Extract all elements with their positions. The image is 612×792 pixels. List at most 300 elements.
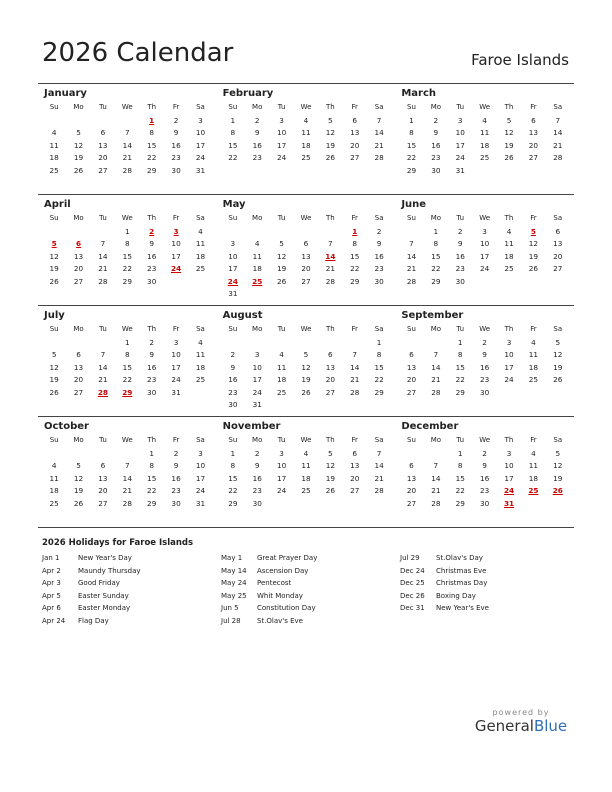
day-number: 16 — [147, 362, 157, 372]
day-cell — [294, 127, 318, 139]
day-number: 28 — [325, 276, 335, 286]
empty-cell — [221, 337, 245, 349]
holiday-name: Flag Day — [78, 616, 109, 625]
day-number: 7 — [376, 449, 382, 458]
empty-cell — [66, 337, 90, 349]
day-number: 10 — [276, 461, 287, 471]
day-cell — [294, 362, 318, 374]
day-cell — [42, 152, 66, 164]
month-name: May — [222, 199, 246, 210]
day-number: 18 — [479, 140, 490, 150]
holiday-item — [42, 602, 212, 615]
day-number: 26 — [49, 276, 59, 286]
day-cell — [115, 473, 139, 485]
day-cell — [472, 374, 496, 386]
empty-cell — [42, 115, 66, 127]
day-cell — [399, 374, 423, 386]
empty-cell — [115, 115, 139, 127]
day-cell — [399, 140, 423, 152]
day-cell — [221, 460, 245, 472]
day-number: 26 — [73, 165, 84, 175]
day-cell — [472, 337, 496, 349]
day-number: 17 — [252, 375, 262, 385]
day-number: 9 — [173, 128, 179, 138]
day-number: 27 — [553, 264, 563, 274]
day-number: 19 — [49, 375, 59, 385]
empty-cell — [269, 337, 293, 349]
weekday-header: Mo — [430, 436, 442, 444]
day-number: 28 — [431, 387, 441, 397]
day-cell — [221, 288, 245, 300]
day-number: 28 — [97, 387, 109, 397]
day-cell — [140, 362, 164, 374]
day-cell — [343, 448, 367, 460]
holiday-day-cell — [497, 498, 521, 510]
weekday-header: Tu — [99, 103, 107, 111]
day-cell — [140, 448, 164, 460]
weekday-header: Tu — [456, 214, 465, 222]
day-cell — [140, 152, 164, 164]
day-cell — [91, 140, 115, 152]
day-cell — [399, 387, 423, 399]
day-cell — [399, 238, 423, 250]
day-cell — [424, 362, 448, 374]
day-cell — [399, 473, 423, 485]
day-cell — [497, 362, 521, 374]
day-number: 11 — [252, 251, 262, 261]
holiday-day-cell — [497, 485, 521, 497]
day-number: 26 — [325, 486, 335, 496]
day-number: 28 — [122, 498, 132, 508]
day-number: 11 — [504, 239, 514, 249]
weekday-header: Sa — [374, 436, 384, 444]
day-number: 8 — [149, 128, 155, 138]
day-cell — [424, 263, 448, 275]
day-cell — [91, 127, 115, 139]
day-cell — [269, 140, 293, 152]
day-number: 22 — [228, 486, 238, 496]
month-name: December — [401, 421, 459, 432]
day-grid — [221, 434, 392, 510]
day-number: 29 — [228, 498, 238, 508]
weekday-header: Tu — [99, 436, 107, 444]
month-block — [395, 84, 574, 194]
day-number: 21 — [374, 473, 384, 483]
day-cell — [42, 165, 66, 177]
day-number: 16 — [252, 140, 262, 150]
day-cell — [188, 140, 212, 152]
day-number: 9 — [149, 239, 155, 249]
day-cell — [115, 165, 139, 177]
day-cell — [66, 349, 90, 361]
day-number: 25 — [301, 153, 311, 163]
day-number: 3 — [173, 338, 179, 347]
day-number: 26 — [553, 375, 563, 385]
day-number: 8 — [124, 350, 130, 360]
day-number: 24 — [252, 387, 262, 397]
day-cell — [221, 498, 245, 510]
day-cell — [448, 498, 472, 510]
day-cell — [472, 263, 496, 275]
day-number: 30 — [252, 498, 262, 508]
day-cell — [140, 473, 164, 485]
day-cell — [521, 152, 545, 164]
day-number: 7 — [433, 350, 439, 360]
day-number: 9 — [433, 128, 439, 138]
weekday-header: Tu — [456, 325, 465, 333]
day-number: 26 — [325, 153, 335, 163]
day-cell — [164, 238, 188, 250]
day-number: 1 — [376, 338, 382, 347]
day-cell — [546, 263, 570, 275]
weekday-header: Tu — [277, 325, 286, 333]
day-cell — [343, 276, 367, 288]
day-number: 10 — [455, 128, 465, 138]
holiday-item — [42, 590, 212, 603]
day-number: 7 — [409, 239, 414, 249]
day-cell — [221, 399, 245, 411]
day-cell — [472, 140, 496, 152]
day-cell — [42, 362, 66, 374]
day-number: 18 — [276, 375, 287, 385]
day-number: 6 — [100, 128, 106, 138]
day-number: 4 — [279, 350, 284, 360]
day-number: 4 — [506, 227, 512, 236]
day-number: 29 — [455, 387, 465, 397]
weekday-header: Sa — [196, 325, 205, 333]
day-cell — [448, 263, 472, 275]
day-number: 28 — [553, 153, 563, 163]
day-number: 12 — [325, 461, 335, 471]
day-cell — [497, 115, 521, 127]
day-cell — [269, 238, 293, 250]
day-number: 17 — [504, 473, 514, 483]
day-number: 19 — [301, 375, 311, 385]
day-number: 4 — [51, 461, 57, 471]
day-number: 18 — [301, 473, 311, 483]
holiday-day-cell — [521, 485, 545, 497]
day-cell — [188, 263, 212, 275]
holiday-name: Easter Sunday — [78, 591, 129, 600]
day-cell — [294, 485, 318, 497]
day-number: 9 — [482, 350, 487, 360]
day-number: 4 — [482, 116, 487, 125]
day-number: 16 — [147, 251, 157, 261]
day-number: 7 — [100, 350, 106, 360]
day-cell — [221, 140, 245, 152]
day-cell — [472, 498, 496, 510]
weekday-header: Su — [407, 325, 416, 333]
day-number: 23 — [252, 153, 262, 163]
day-cell — [91, 349, 115, 361]
month-name: June — [401, 199, 427, 210]
day-number: 8 — [230, 128, 236, 138]
day-number: 3 — [230, 239, 236, 249]
day-number: 2 — [254, 116, 260, 125]
weekday-header: Fr — [351, 325, 358, 333]
weekday-header: Sa — [553, 214, 563, 222]
day-number: 21 — [122, 153, 132, 163]
day-number: 10 — [228, 251, 238, 261]
day-cell — [367, 263, 391, 275]
day-cell — [521, 473, 545, 485]
weekday-header: Su — [228, 214, 238, 222]
day-number: 23 — [228, 387, 238, 397]
day-number: 24 — [479, 264, 490, 274]
day-cell — [66, 498, 90, 510]
day-cell — [343, 387, 367, 399]
day-cell — [424, 238, 448, 250]
day-cell — [164, 362, 188, 374]
day-number: 14 — [374, 461, 384, 471]
day-number: 20 — [406, 375, 417, 385]
day-cell — [221, 152, 245, 164]
month-name: July — [44, 310, 65, 321]
day-cell — [399, 127, 423, 139]
weekday-header: Su — [228, 436, 238, 444]
weekday-header: We — [479, 103, 491, 111]
day-number: 30 — [374, 276, 384, 286]
day-number: 28 — [374, 153, 384, 163]
day-number: 13 — [325, 362, 335, 372]
weekday-header: Mo — [430, 214, 442, 222]
day-number: 10 — [195, 461, 206, 471]
day-cell — [115, 485, 139, 497]
day-number: 2 — [482, 338, 487, 347]
day-cell — [188, 165, 212, 177]
day-cell — [42, 498, 66, 510]
day-cell — [221, 263, 245, 275]
holiday-name: Boxing Day — [436, 591, 476, 600]
day-cell — [115, 226, 139, 238]
day-number: 30 — [479, 498, 490, 508]
day-number: 10 — [171, 350, 181, 360]
weekday-header: We — [479, 436, 491, 444]
day-cell — [546, 374, 570, 386]
day-grid — [42, 323, 213, 399]
holiday-date: May 25 — [221, 591, 247, 600]
day-number: 5 — [328, 116, 333, 125]
weekday-header: We — [300, 436, 312, 444]
empty-cell — [66, 115, 90, 127]
holiday-day-cell — [245, 276, 269, 288]
day-cell — [188, 226, 212, 238]
day-cell — [472, 152, 496, 164]
day-number: 11 — [195, 350, 206, 360]
day-cell — [294, 238, 318, 250]
day-number: 3 — [279, 449, 284, 458]
weekday-header: Sa — [374, 214, 384, 222]
day-number: 5 — [51, 239, 57, 249]
day-cell — [188, 127, 212, 139]
month-block — [38, 84, 217, 194]
day-cell — [221, 127, 245, 139]
day-number: 22 — [455, 375, 465, 385]
day-cell — [294, 387, 318, 399]
day-number: 13 — [406, 473, 417, 483]
empty-cell — [294, 226, 318, 238]
day-number: 29 — [122, 276, 132, 286]
empty-cell — [424, 337, 448, 349]
day-cell — [164, 460, 188, 472]
day-number: 10 — [171, 239, 181, 249]
day-cell — [66, 165, 90, 177]
day-cell — [367, 152, 391, 164]
day-number: 18 — [252, 264, 262, 274]
day-cell — [66, 276, 90, 288]
holiday-name: Good Friday — [78, 579, 120, 588]
day-cell — [546, 473, 570, 485]
day-number: 1 — [230, 449, 236, 458]
day-cell — [399, 460, 423, 472]
day-number: 27 — [98, 498, 108, 508]
holiday-date: May 24 — [221, 579, 247, 588]
day-cell — [42, 127, 66, 139]
day-cell — [221, 115, 245, 127]
day-cell — [42, 460, 66, 472]
day-number: 12 — [49, 362, 59, 372]
day-number: 21 — [406, 264, 417, 274]
day-number: 12 — [276, 251, 287, 261]
day-number: 3 — [198, 116, 203, 125]
day-number: 13 — [73, 251, 84, 261]
day-cell — [343, 362, 367, 374]
holiday-day-cell — [343, 226, 367, 238]
day-number: 14 — [431, 362, 441, 372]
day-cell — [66, 485, 90, 497]
day-number: 19 — [553, 362, 563, 372]
weekday-header: Fr — [172, 436, 180, 444]
day-number: 24 — [276, 486, 287, 496]
day-number: 30 — [147, 387, 157, 397]
weekday-header: Fr — [530, 103, 537, 111]
weekday-header: Tu — [99, 214, 107, 222]
day-number: 29 — [374, 387, 384, 397]
day-number: 28 — [406, 276, 417, 286]
day-cell — [318, 349, 342, 361]
day-number: 25 — [49, 165, 59, 175]
day-cell — [140, 127, 164, 139]
weekday-header: Th — [326, 103, 335, 111]
weekday-header: Mo — [430, 325, 442, 333]
day-number: 30 — [455, 276, 465, 286]
day-cell — [546, 226, 570, 238]
holiday-name: Ascension Day — [257, 566, 309, 575]
day-cell — [294, 263, 318, 275]
day-number: 19 — [528, 251, 539, 261]
day-cell — [472, 349, 496, 361]
day-cell — [318, 362, 342, 374]
day-number: 7 — [555, 116, 561, 125]
day-cell — [521, 460, 545, 472]
day-cell — [343, 263, 367, 275]
day-number: 9 — [173, 461, 179, 471]
day-cell — [497, 226, 521, 238]
empty-cell — [399, 448, 423, 460]
month-name: October — [44, 421, 89, 432]
empty-cell — [294, 337, 318, 349]
day-cell — [318, 374, 342, 386]
day-number: 6 — [100, 461, 106, 471]
weekday-header: Sa — [196, 103, 205, 111]
day-grid — [221, 212, 392, 300]
day-number: 12 — [553, 461, 563, 471]
day-cell — [367, 251, 391, 263]
day-number: 14 — [553, 128, 563, 138]
day-cell — [42, 485, 66, 497]
day-cell — [188, 485, 212, 497]
day-number: 8 — [433, 239, 439, 249]
day-cell — [140, 387, 164, 399]
day-number: 20 — [350, 140, 360, 150]
day-cell — [42, 251, 66, 263]
holiday-date: Jun 5 — [221, 604, 239, 613]
day-cell — [221, 485, 245, 497]
day-cell — [269, 251, 293, 263]
day-cell — [424, 251, 448, 263]
day-cell — [42, 374, 66, 386]
day-number: 6 — [409, 350, 414, 360]
month-name: April — [44, 199, 71, 210]
holiday-name: Great Prayer Day — [257, 554, 318, 562]
day-number: 27 — [528, 153, 539, 163]
day-cell — [269, 374, 293, 386]
day-number: 30 — [171, 165, 181, 175]
day-number: 3 — [506, 449, 512, 458]
day-cell — [140, 349, 164, 361]
day-cell — [521, 349, 545, 361]
day-cell — [343, 349, 367, 361]
weekday-header: Th — [504, 103, 514, 111]
holiday-name: Christmas Day — [436, 579, 488, 588]
weekday-header: Tu — [456, 436, 465, 444]
holiday-name: Whit Monday — [257, 591, 303, 600]
day-cell — [546, 460, 570, 472]
day-cell — [245, 374, 269, 386]
day-number: 19 — [325, 140, 335, 150]
day-number: 26 — [73, 498, 84, 508]
brand-name — [472, 717, 570, 735]
day-cell — [42, 140, 66, 152]
holiday-day-cell — [546, 485, 570, 497]
weekday-header: Mo — [73, 214, 84, 222]
day-cell — [115, 276, 139, 288]
day-number: 9 — [254, 461, 260, 471]
day-number: 24 — [504, 375, 514, 385]
day-number: 7 — [328, 239, 333, 249]
holiday-date: Dec 25 — [400, 579, 425, 588]
powered-by-text: powered by — [492, 708, 550, 717]
day-grid — [221, 101, 392, 165]
day-number: 7 — [376, 116, 382, 125]
empty-cell — [269, 226, 293, 238]
holiday-date: Apr 2 — [42, 566, 61, 575]
day-cell — [221, 473, 245, 485]
day-cell — [448, 165, 472, 177]
weekday-header: Sa — [553, 325, 563, 333]
day-number: 23 — [171, 486, 181, 496]
empty-cell — [399, 226, 423, 238]
day-cell — [164, 349, 188, 361]
day-cell — [91, 485, 115, 497]
day-number: 13 — [553, 239, 563, 249]
day-number: 25 — [252, 276, 263, 286]
day-number: 25 — [528, 486, 539, 496]
weekday-header: We — [121, 214, 133, 222]
day-number: 16 — [171, 473, 181, 483]
day-number: 27 — [406, 498, 417, 508]
day-number: 27 — [301, 276, 311, 286]
